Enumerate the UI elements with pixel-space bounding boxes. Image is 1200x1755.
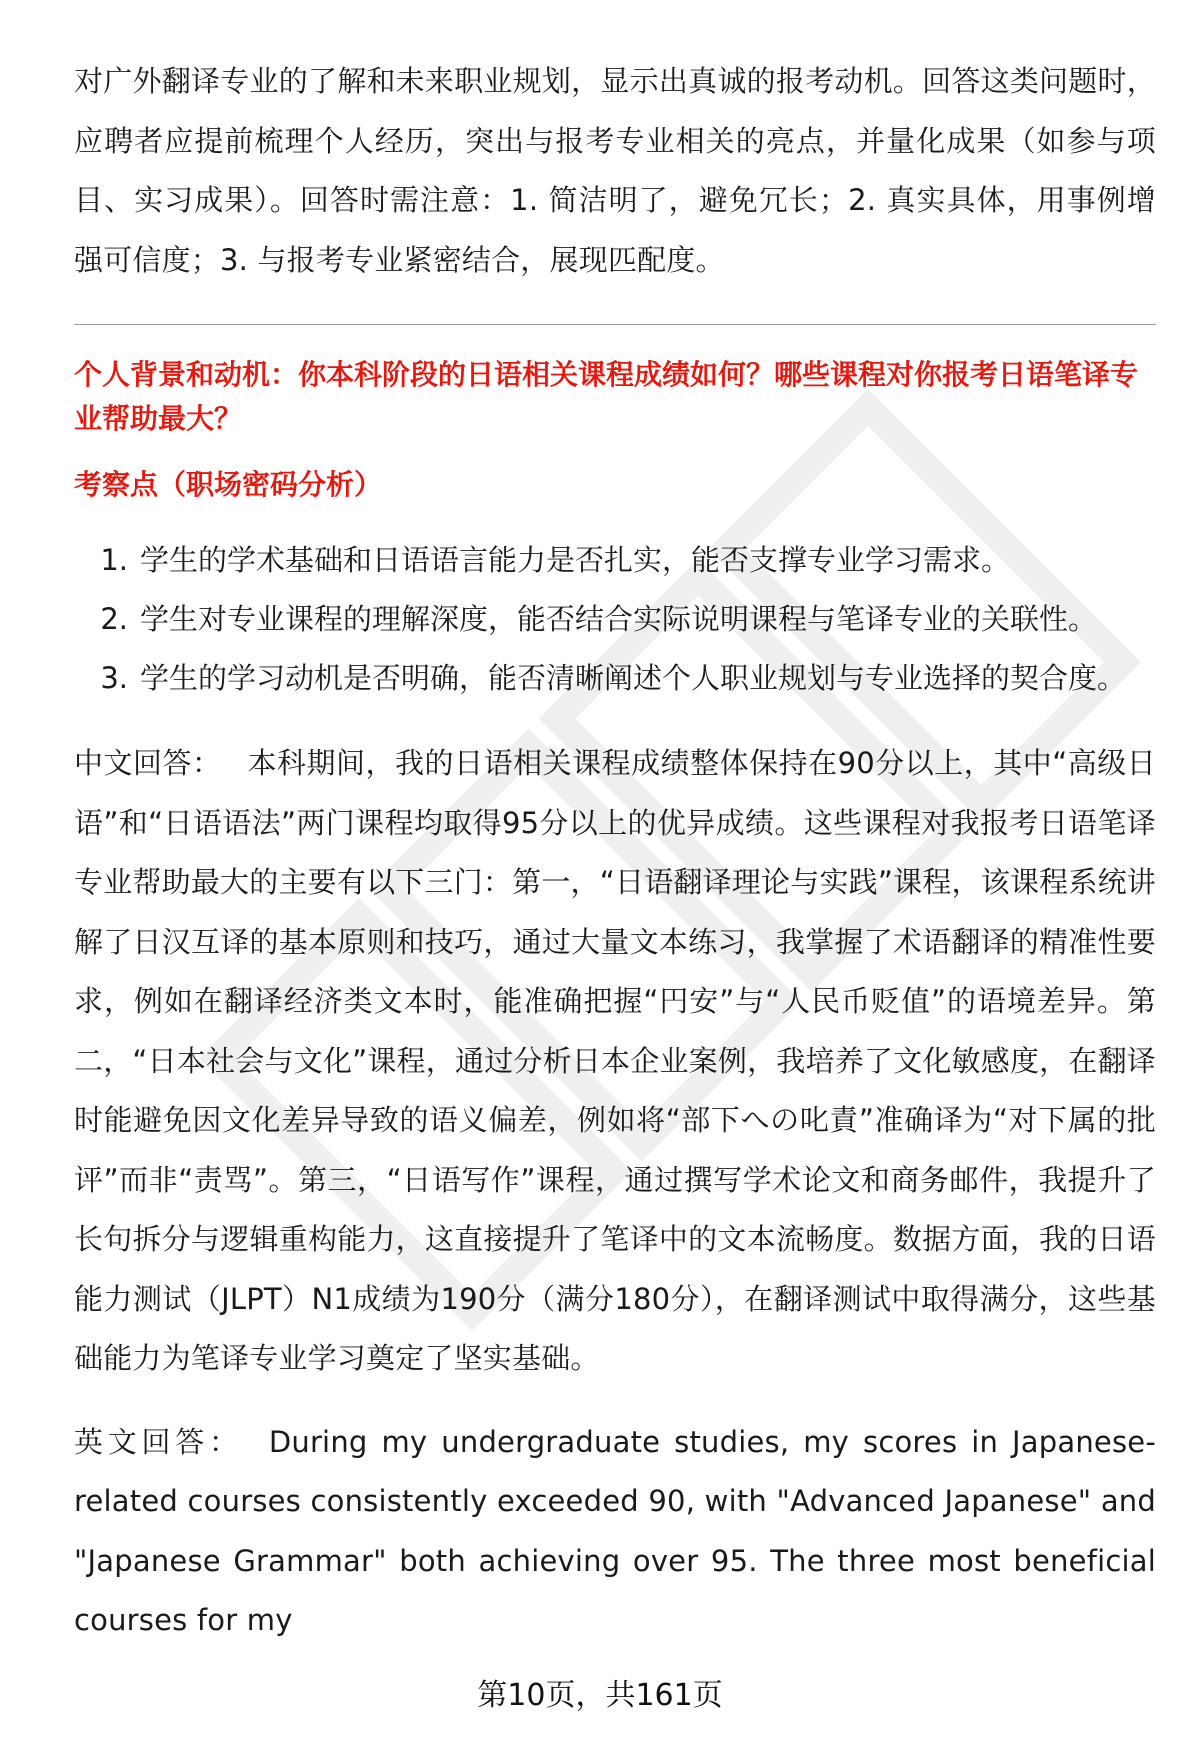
chinese-answer-label: 中文回答： (74, 746, 222, 780)
page-footer: 第10页，共161页 (477, 1678, 723, 1713)
assessment-list (74, 531, 1156, 708)
list-item-number: 2. (100, 602, 128, 636)
list-item-text: 学生的学习动机是否明确，能否清晰阐述个人职业规划与专业选择的契合度。 (140, 661, 1127, 695)
chinese-answer-text: 本科期间，我的日语相关课程成绩整体保持在90分以上，其中“高级日语”和“日语语法”两门课程均取得95分以上的优异成绩。这些课程对我报考日语笔译专业帮助最大的主要有以下三门：第一，“日语翻译理论与实践”课程，该课程系统讲解了日汉互译的基本原则和技巧，通过大量文本练习，我掌握了术语翻译的精准性要求，例如在翻译经济类文本时，能准确把握“円安”与“人民币贬值”的语境差异。第二，“日本社会与文化”课程，通过分析日本企业案例，我培养了文化敏感度，在翻译时能避免因文化差异导致的语义偏差，例如将“部下への叱責”准确译为“对下属的批评”而非“责骂”。第三，“日语写作”课程，通过撰写学术论文和商务邮件，我提升了长句拆分与逻辑重构能力，这直接提升了笔译中的文本流畅度。数据方面，我的日语能力测试（JLPT）N1成绩为190分（满分180分），在翻译测试中取得满分，这些基础能力为笔译专业学习奠定了坚实基础。 (74, 746, 1156, 1375)
chinese-answer (74, 734, 1156, 1389)
english-answer (74, 1413, 1156, 1651)
intro-paragraph: 对广外翻译专业的了解和未来职业规划，显示出真诚的报考动机。回答这类问题时，应聘者应提前梳理个人经历，突出与报考专业相关的亮点，并量化成果（如参与项目、实习成果）。回答时需注意：1. 简洁明了，避免冗长；2. 真实具体，用事例增强可信度；3. 与报考专业紧密结合，展现匹配度。 (74, 64, 1156, 277)
section-divider (74, 324, 1156, 325)
list-item (74, 649, 1156, 708)
assessment-heading: 考察点（职场密码分析） (74, 468, 383, 501)
english-answer-text: During my undergraduate studies, my scores in Japanese-related courses consistently exceeded 90, with "Advanced Japanese" and "Japanese Grammar" both achieving over 95. The three most beneficial courses for my (74, 1424, 1156, 1637)
question-title: 个人背景和动机：你本科阶段的日语相关课程成绩如何？哪些课程对你报考日语笔译专业帮助最大？ (74, 358, 1139, 435)
document-page (74, 52, 1156, 1651)
list-item (74, 590, 1156, 649)
list-item-text: 学生的学术基础和日语语言能力是否扎实，能否支撑专业学习需求。 (140, 543, 1011, 577)
list-item-number: 1. (100, 543, 128, 577)
list-item (74, 531, 1156, 590)
english-answer-label: 英文回答： (74, 1424, 243, 1459)
list-item-number: 3. (100, 661, 128, 695)
list-item-text: 学生对专业课程的理解深度，能否结合实际说明课程与笔译专业的关联性。 (140, 602, 1098, 636)
